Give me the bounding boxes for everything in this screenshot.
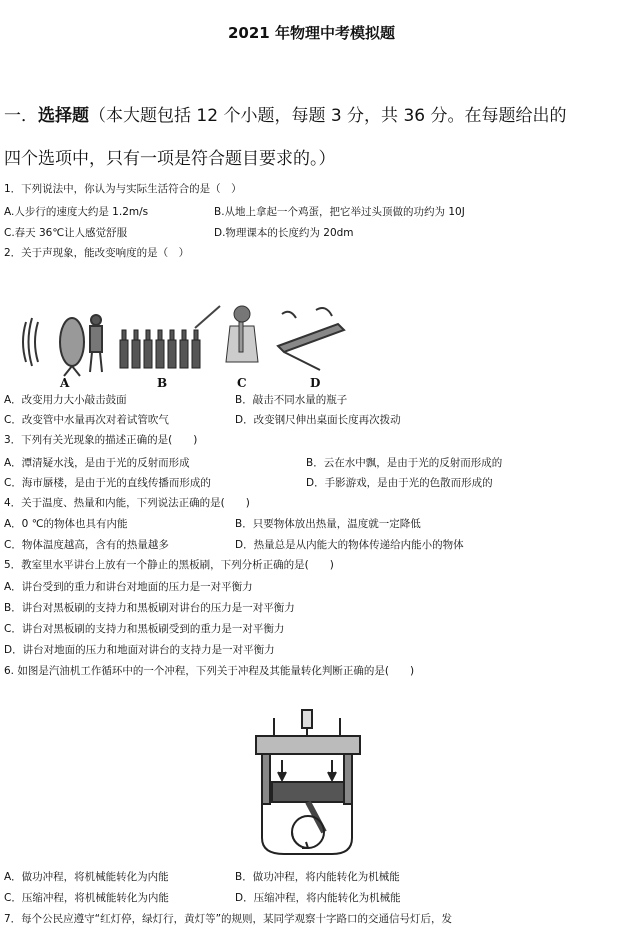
q5-option-d: D．讲台对地面的压力和地面对讲台的支持力是一对平衡力 — [4, 644, 275, 656]
test-tube-figure — [226, 306, 258, 362]
q1-option-c: C.春天 36℃让人感觉舒服 — [4, 227, 128, 239]
q4-stem: 4．关于温度、热量和内能，下列说法正确的是( ) — [4, 497, 250, 509]
q1-option-a: A.人步行的速度大约是 1.2m/s — [4, 206, 149, 218]
figure-label-a: A — [60, 376, 70, 390]
q2-option-a: A．改变用力大小敲击鼓面 — [4, 394, 127, 406]
sound-experiments-figure — [20, 300, 360, 380]
q2-option-b: B．敲击不同水量的瓶子 — [235, 394, 348, 406]
ruler-figure — [278, 308, 344, 370]
q2-option-d: D．改变钢尺伸出桌面长度再次拨动 — [235, 414, 401, 426]
q1-stem: 1．下列说法中，你认为与实际生活符合的是（ ） — [4, 183, 242, 195]
q3-option-b: B．云在水中飘，是由于光的反射而形成的 — [306, 457, 503, 469]
q4-option-b: B．只要物体放出热量，温度就一定降低 — [235, 518, 421, 530]
q6-option-d: D．压缩冲程，将内能转化为机械能 — [235, 892, 401, 904]
figure-label-d: D — [310, 376, 321, 390]
figure-label-b: B — [157, 376, 168, 390]
q4-option-d: D．热量总是从内能大的物体传递给内能小的物体 — [235, 539, 464, 551]
q3-option-a: A．潭清疑水浅，是由于光的反射而形成 — [4, 457, 190, 469]
q6-option-c: C．压缩冲程，将机械能转化为内能 — [4, 892, 169, 904]
q4-option-c: C．物体温度越高，含有的热量越多 — [4, 539, 169, 551]
q7-stem: 7．每个公民应遵守“红灯停，绿灯行，黄灯等”的规则，某同学观察十字路口的交通信号灯后，发 — [4, 913, 453, 925]
q2-option-c: C．改变管中水量再次对着试管吹气 — [4, 414, 169, 426]
q6-option-b: B．做功冲程，将内能转化为机械能 — [235, 871, 400, 883]
q5-stem: 5．教室里水平讲台上放有一个静止的黑板刷，下列分析正确的是( ) — [4, 559, 334, 571]
q3-stem: 3．下列有关光现象的描述正确的是( ) — [4, 434, 198, 446]
q6-stem: 6. 如图是汽油机工作循环中的一个冲程，下列关于冲程及其能量转化判断正确的是( ) — [4, 665, 415, 677]
engine-cylinder-figure — [244, 708, 374, 858]
section-desc-1: （本大题包括 12 个小题，每题 3 分，共 36 分。在每题给出的 — [89, 106, 567, 126]
q3-option-c: C．海市蜃楼，是由于光的直线传播而形成的 — [4, 477, 211, 489]
q5-option-c: C．讲台对黑板刷的支持力和黑板刷受到的重力是一对平衡力 — [4, 623, 285, 635]
q3-option-d: D．手影游戏，是由于光的色散而形成的 — [306, 477, 493, 489]
q2-stem: 2．关于声现象，能改变响度的是（ ） — [4, 247, 190, 259]
bottles-figure — [120, 306, 220, 368]
q6-option-a: A．做功冲程，将机械能转化为内能 — [4, 871, 169, 883]
drum-figure — [23, 315, 102, 376]
q4-option-a: A．0 ℃的物体也具有内能 — [4, 518, 128, 530]
section-heading — [4, 94, 616, 138]
page-title: 2021 年物理中考模拟题 — [228, 24, 395, 42]
section-desc-2: 四个选项中，只有一项是符合题目要求的。） — [4, 149, 336, 169]
q5-option-b: B．讲台对黑板刷的支持力和黑板刷对讲台的压力是一对平衡力 — [4, 602, 295, 614]
figure-label-c: C — [237, 376, 247, 390]
section-name: 选择题 — [38, 106, 89, 126]
q5-option-a: A．讲台受到的重力和讲台对地面的压力是一对平衡力 — [4, 581, 253, 593]
q1-option-d: D.物理课本的长度约为 20dm — [214, 227, 354, 239]
section-number: 一． — [4, 106, 38, 126]
q1-option-b: B.从地上拿起一个鸡蛋，把它举过头顶做的功约为 10J — [214, 206, 465, 218]
